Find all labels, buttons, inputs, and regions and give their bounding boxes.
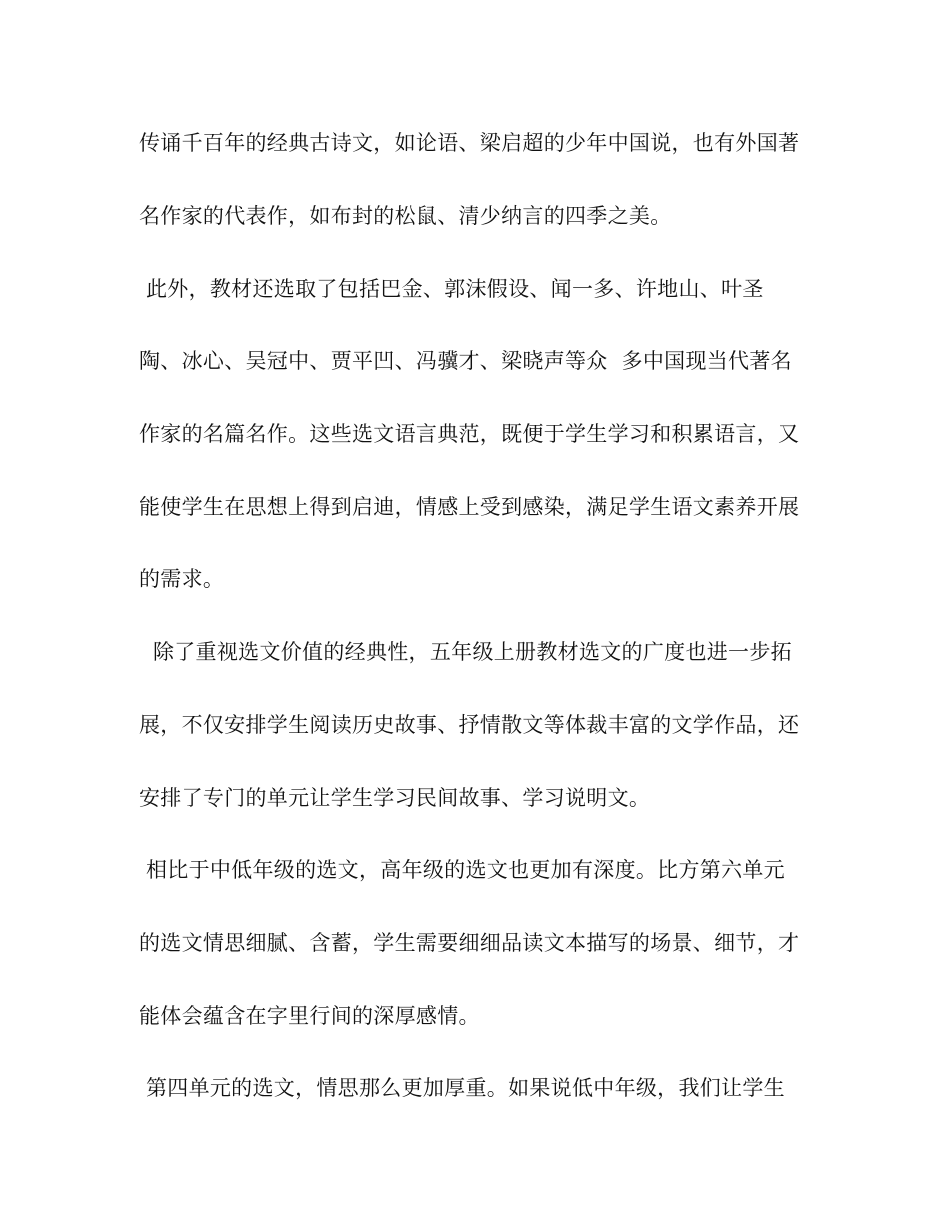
text-line: 的需求。 [139,567,225,591]
text-line: 此外，教材还选取了包括巴金、郭沫假设、闻一多、许地山、叶圣 [139,277,764,301]
text-line: 相比于中低年级的选文，高年级的选文也更加有深度。比方第六单元 [139,858,785,882]
text-line: 第四单元的选文，情思那么更加厚重。如果说低中年级，我们让学生 [139,1076,785,1100]
text-line: 的选文情思细腻、含蓄，学生需要细细品读文本描写的场景、细节，才 [139,931,800,955]
text-line: 能体会蕴含在字里行间的深厚感情。 [139,1004,480,1028]
text-line: 能使学生在思想上得到启迪，情感上受到感染，满足学生语文素养开展 [139,495,800,519]
text-line: 展，不仅安排学生阅读历史故事、抒情散文等体裁丰富的文学作品，还 [139,713,800,737]
text-line: 安排了专门的单元让学生学习民间故事、学习说明文。 [139,786,651,810]
text-line: 作家的名篇名作。这些选文语言典范，既便于学生学习和积累语言，又 [139,422,800,446]
text-line: 名作家的代表作，如布封的松鼠、清少纳言的四季之美。 [139,204,672,228]
text-line: 传诵千百年的经典古诗文，如论语、梁启超的少年中国说，也有外国著 [139,131,800,155]
text-line: 陶、冰心、吴冠中、贾平凹、冯骥才、梁晓声等众 多中国现当代著名 [139,349,792,373]
text-line: 除了重视选文价值的经典性，五年级上册教材选文的广度也进一步拓 [139,640,792,664]
